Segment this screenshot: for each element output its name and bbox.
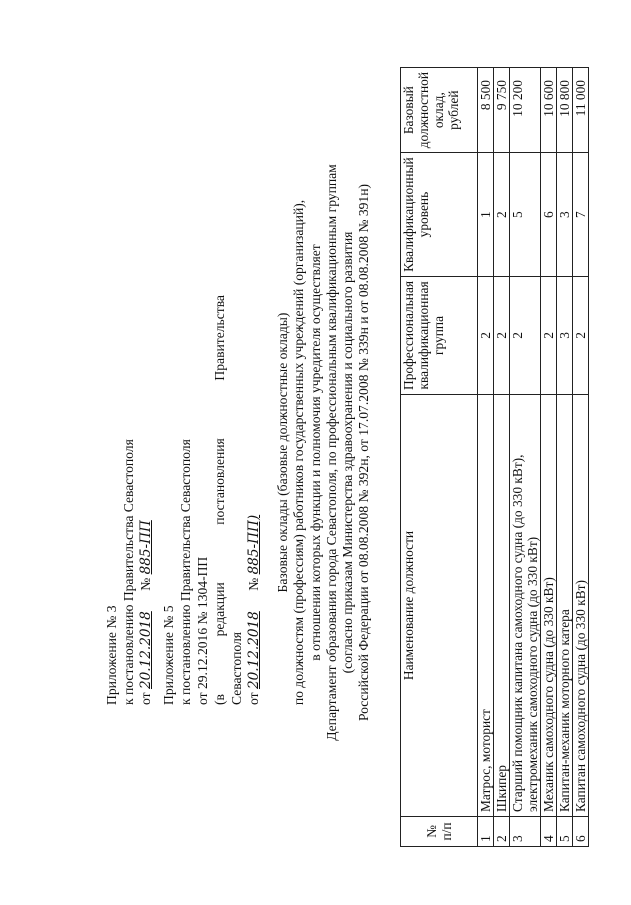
row-salary: 9 750 [494, 68, 510, 153]
header-level: Квалификационный уровень [401, 153, 478, 277]
row-number: 2 [494, 817, 510, 847]
appendix-5-edition-line [211, 295, 228, 705]
appendix-5-title: Приложение № 5 [161, 605, 176, 705]
row-level: 7 [573, 153, 589, 277]
appendix-5-city: Севастополя [229, 631, 244, 705]
row-level: 5 [510, 153, 541, 277]
row-salary: 10 800 [557, 68, 573, 153]
row-salary: 10 200 [510, 68, 541, 153]
edition-word: (в [212, 694, 227, 705]
heading-line: в отношении которых функции и полномочия учредителя осуществляет [307, 244, 323, 661]
row-salary: 8 500 [478, 68, 494, 153]
row-position: Старший помощник капитана самоходного судна (до 330 кВт), электромеханик самоходного судна (до 330 кВт) [510, 394, 541, 816]
handwritten-number: 885-ПП [138, 520, 154, 575]
header-group: Профессиональная квалификационная группа [401, 276, 478, 394]
header-salary: Базовый должностной оклад, рублей [401, 68, 478, 153]
heading-line: Базовые оклады (базовые должностные оклады) [275, 312, 290, 593]
row-group: 2 [494, 276, 510, 394]
row-number: 3 [510, 817, 541, 847]
row-group: 2 [478, 276, 494, 394]
row-group: 2 [573, 276, 589, 394]
table-row [510, 68, 541, 847]
row-number: 4 [541, 817, 557, 847]
table-row [557, 68, 573, 847]
row-group: 3 [557, 276, 573, 394]
document-heading [275, 0, 373, 905]
row-level: 2 [494, 153, 510, 277]
salary-table [400, 67, 589, 847]
table-header-row [401, 68, 478, 847]
row-number: 6 [573, 817, 589, 847]
header-position: Наименование должности [401, 394, 478, 816]
row-level: 3 [557, 153, 573, 277]
appendix-3-block [103, 285, 155, 705]
appendix-5-resolution: к постановлению Правительства Севастополя [178, 439, 193, 705]
handwritten-date: 20.12.2018 [246, 611, 262, 690]
date-prefix: от [138, 692, 153, 705]
row-position: Матрос, моторист [478, 394, 494, 816]
row-group: 2 [541, 276, 557, 394]
edition-word: редакции [212, 582, 227, 637]
edition-word: Правительства [212, 295, 227, 381]
appendix-3-title: Приложение № 3 [104, 605, 119, 705]
row-salary: 11 000 [573, 68, 589, 153]
row-position: Механик самоходного судна (до 330 кВт) [541, 394, 557, 816]
row-position: Капитан-механик моторного катера [557, 394, 573, 816]
handwritten-date: 20.12.2018 [138, 611, 154, 690]
heading-line: (согласно приказам Министерства здравоохранения и социального развития [340, 231, 356, 674]
row-group: 2 [510, 276, 541, 394]
table-row [494, 68, 510, 847]
table-row [478, 68, 494, 847]
header-number: № п/п [401, 817, 478, 847]
appendix-5-original-date: от 29.12.2016 № 1304-ПП [195, 556, 210, 705]
row-number: 5 [557, 817, 573, 847]
date-prefix: от [246, 692, 261, 705]
row-salary: 10 600 [541, 68, 557, 153]
heading-line: Российской Федерации от 08.08.2008 № 392н, от 17.07.2008 № 339н и от 08.08.2008 № 391н) [356, 183, 372, 722]
row-level: 1 [478, 153, 494, 277]
row-level: 6 [541, 153, 557, 277]
heading-line: Департамент образования города Севастополя, по профессиональным квалификационным группам [323, 164, 339, 741]
heading-line: по должностям (профессиям) работников государственных учреждений (организаций), [291, 199, 307, 706]
number-prefix: № [246, 577, 261, 591]
number-prefix: № [138, 577, 153, 591]
table-row [573, 68, 589, 847]
table-row [541, 68, 557, 847]
edition-word: постановления [212, 438, 227, 525]
appendix-5-block [160, 285, 263, 705]
row-position: Шкипер [494, 394, 510, 816]
appendix-5-date-line [245, 285, 263, 705]
appendix-3-date-line [137, 285, 155, 705]
row-number: 1 [478, 817, 494, 847]
handwritten-number: 885-ПП) [246, 514, 262, 575]
row-position: Капитан самоходного судна (до 330 кВт) [573, 394, 589, 816]
appendix-3-resolution: к постановлению Правительства Севастополя [121, 439, 136, 705]
